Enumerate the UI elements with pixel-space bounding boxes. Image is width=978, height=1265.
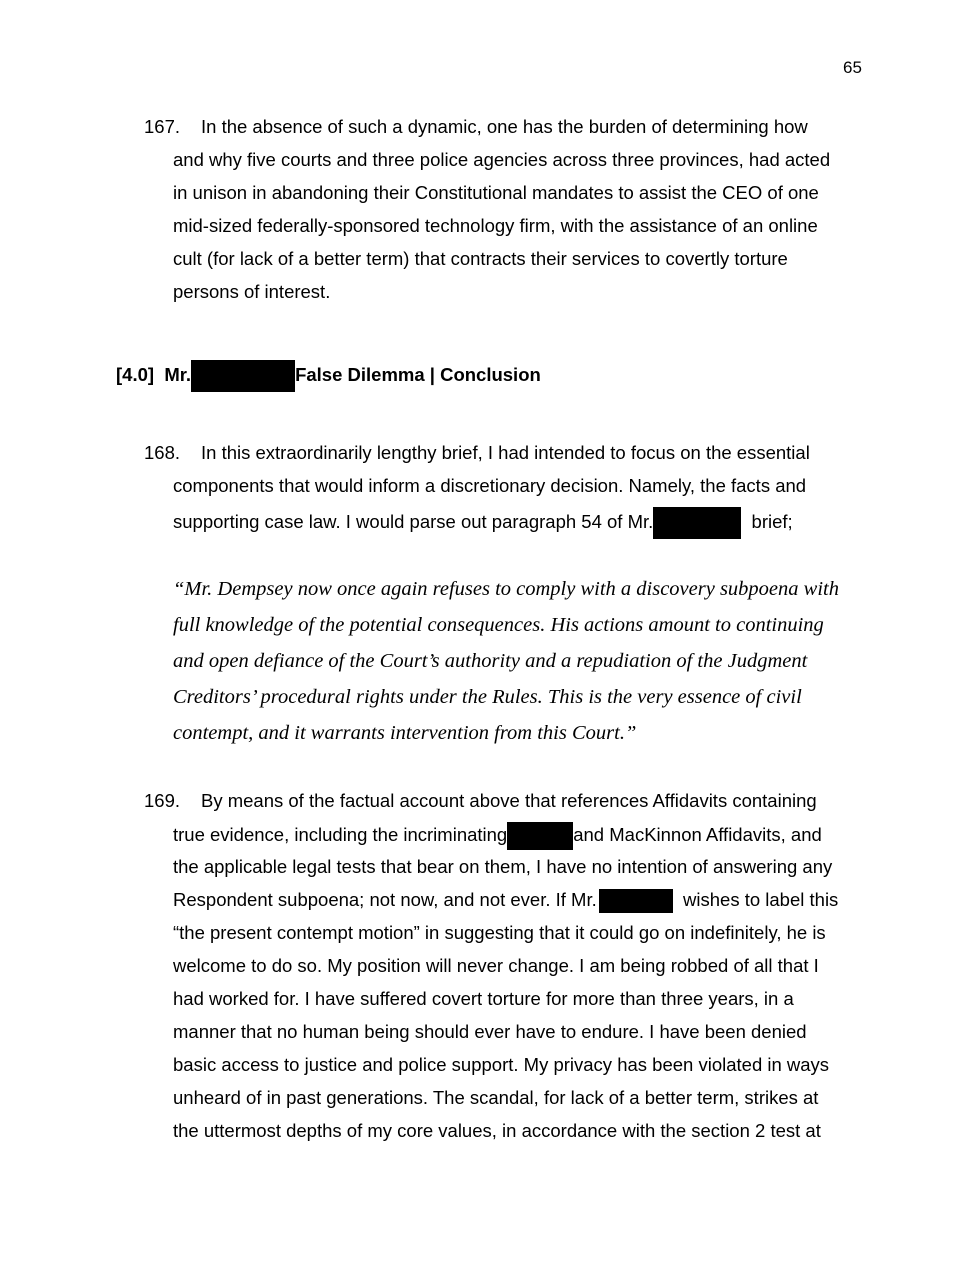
page-number: 65 [843,58,862,77]
paragraph-line: manner that no human being should ever have to endure. I have been denied [173,1021,807,1042]
paragraph-line: persons of interest. [173,281,331,302]
paragraph-line: Respondent subpoena; not now, and not ever. If Mr. wishes to label this [173,888,838,913]
section-number: [4.0] [116,363,155,385]
paragraph-number: 169. [144,790,181,811]
redaction-block [653,507,741,539]
paragraph-line: mid-sized federally-sponsored technology firm, with the assistance of an online [173,215,818,236]
redaction-block [191,360,295,392]
paragraph-line: basic access to justice and police support. My privacy has been violated in ways [173,1054,830,1075]
redaction-block [599,889,673,913]
quote-line: “Mr. Dempsey now once again refuses to comply with a discovery subpoena with [173,578,839,600]
paragraph-line: cult (for lack of a better term) that contracts their services to covertly torture [173,248,788,269]
paragraph-line: components that would inform a discretionary decision. Namely, the facts and [173,475,807,496]
paragraph-line: unheard of in past generations. The scandal, for lack of a better term, strikes at [173,1087,819,1108]
paragraph-line: in unison in abandoning their Constitutional mandates to assist the CEO of one [173,182,819,203]
redaction-block [507,822,573,850]
paragraph-line: 168. In this extraordinarily lengthy brief, I had intended to focus on the essential [144,442,810,463]
paragraph-number: 167. [144,116,181,137]
paragraph-line: had worked for. I have suffered covert torture for more than three years, in a [173,988,794,1009]
heading-title: False Dilemma | Conclusion [295,363,541,385]
paragraph-number: 168. [144,442,181,463]
heading-prefix: Mr. [164,363,192,385]
paragraph-line: welcome to do so. My position will never change. I am being robbed of all that I [173,955,819,976]
paragraph-line: the applicable legal tests that bear on them, I have no intention of answering any [173,856,833,877]
paragraph-line: true evidence, including the incriminating and MacKinnon Affidavits, and [173,822,822,850]
paragraph-line: supporting case law. I would parse out paragraph 54 of Mr. brief; [173,507,793,539]
paragraph-line: “the present contempt motion” in suggesting that it could go on indefinitely, he is [173,922,826,943]
paragraph-line: the uttermost depths of my core values, in accordance with the section 2 test at [173,1120,821,1141]
paragraph-line: and why five courts and three police agencies across three provinces, had acted [173,149,831,170]
quote-line: full knowledge of the potential consequences. His actions amount to continuing [173,614,824,636]
quote-line: Creditors’ procedural rights under the Rules. This is the very essence of civil [173,686,802,708]
quote-line: and open defiance of the Court’s authority and a repudiation of the Judgment [173,650,808,672]
paragraph-line: 167. In the absence of such a dynamic, one has the burden of determining how [144,116,808,137]
quote-line: contempt, and it warrants intervention from this Court.” [173,722,637,744]
section-heading [116,360,541,392]
paragraph-line: 169. By means of the factual account above that references Affidavits containing [144,790,817,811]
